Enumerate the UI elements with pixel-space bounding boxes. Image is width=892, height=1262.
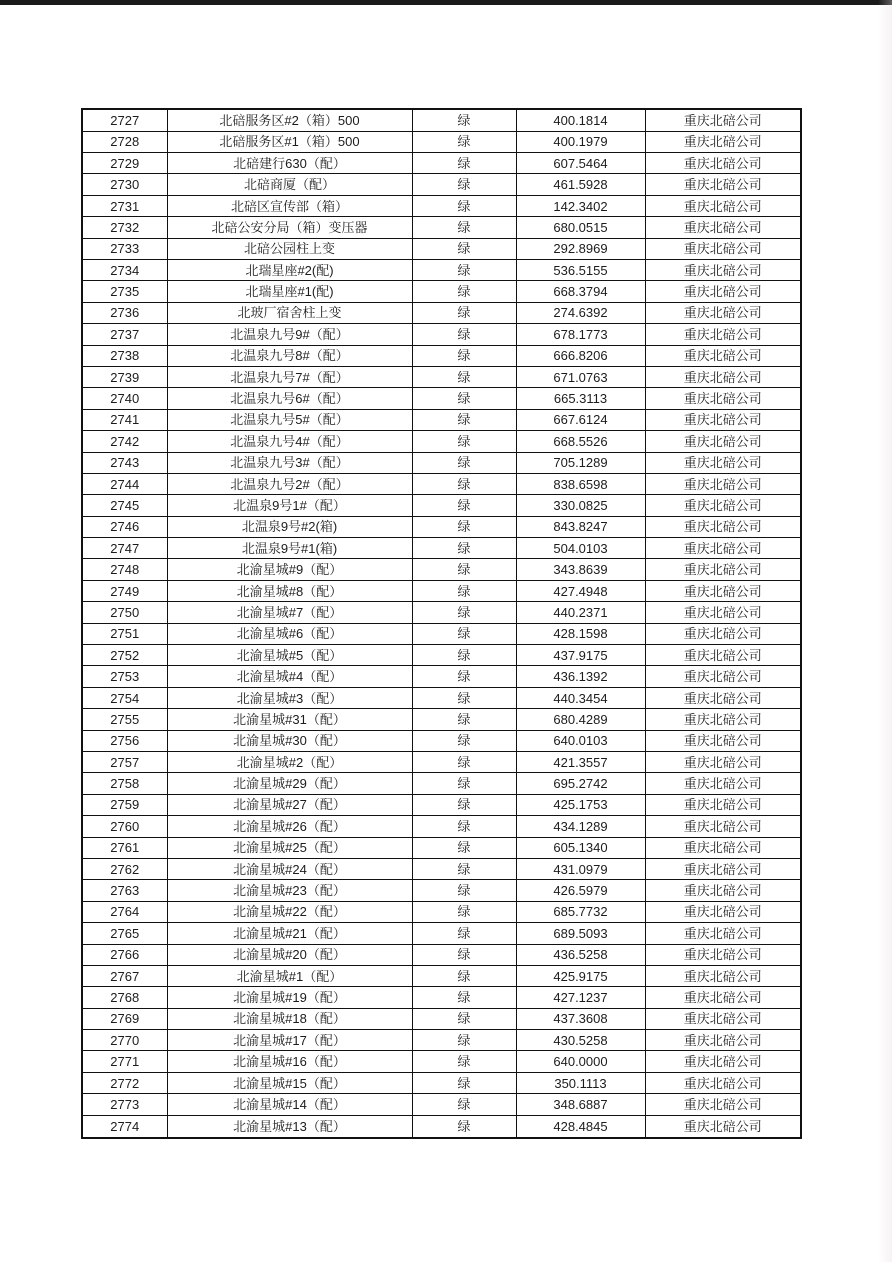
row-status-cell: 绿	[412, 238, 516, 259]
row-status-cell: 绿	[412, 1094, 516, 1115]
table-row	[82, 1072, 801, 1093]
row-id-cell: 2751	[82, 623, 167, 644]
row-value-cell: 440.2371	[516, 602, 645, 623]
row-company-cell: 重庆北碚公司	[645, 324, 801, 345]
row-value-cell: 400.1979	[516, 131, 645, 152]
row-id-cell: 2756	[82, 730, 167, 751]
row-status-cell: 绿	[412, 794, 516, 815]
row-name-cell: 北温泉9号1#（配）	[167, 495, 412, 516]
table-body	[82, 109, 801, 1138]
table-row	[82, 388, 801, 409]
row-id-cell: 2757	[82, 751, 167, 772]
table-row	[82, 602, 801, 623]
row-company-cell: 重庆北碚公司	[645, 816, 801, 837]
row-id-cell: 2730	[82, 174, 167, 195]
row-status-cell: 绿	[412, 195, 516, 216]
row-value-cell: 640.0103	[516, 730, 645, 751]
row-name-cell: 北渝星城#13（配）	[167, 1115, 412, 1138]
row-name-cell: 北碚建行630（配）	[167, 153, 412, 174]
row-status-cell: 绿	[412, 687, 516, 708]
row-company-cell: 重庆北碚公司	[645, 1008, 801, 1029]
row-id-cell: 2767	[82, 965, 167, 986]
table-row	[82, 666, 801, 687]
row-id-cell: 2761	[82, 837, 167, 858]
row-status-cell: 绿	[412, 987, 516, 1008]
row-status-cell: 绿	[412, 730, 516, 751]
row-name-cell: 北碚服务区#2（箱）500	[167, 109, 412, 131]
row-status-cell: 绿	[412, 645, 516, 666]
row-value-cell: 665.3113	[516, 388, 645, 409]
row-id-cell: 2769	[82, 1008, 167, 1029]
row-value-cell: 666.8206	[516, 345, 645, 366]
row-company-cell: 重庆北碚公司	[645, 131, 801, 152]
table-row	[82, 944, 801, 965]
row-name-cell: 北玻厂宿舍柱上变	[167, 302, 412, 323]
row-id-cell: 2772	[82, 1072, 167, 1093]
row-value-cell: 695.2742	[516, 773, 645, 794]
row-company-cell: 重庆北碚公司	[645, 1072, 801, 1093]
table-row	[82, 1030, 801, 1051]
row-value-cell: 430.5258	[516, 1030, 645, 1051]
table-row	[82, 324, 801, 345]
row-name-cell: 北碚公安分局（箱）变压器	[167, 217, 412, 238]
row-company-cell: 重庆北碚公司	[645, 580, 801, 601]
row-company-cell: 重庆北碚公司	[645, 516, 801, 537]
row-id-cell: 2737	[82, 324, 167, 345]
row-company-cell: 重庆北碚公司	[645, 666, 801, 687]
row-id-cell: 2728	[82, 131, 167, 152]
row-name-cell: 北温泉九号3#（配）	[167, 452, 412, 473]
row-id-cell: 2771	[82, 1051, 167, 1072]
row-id-cell: 2732	[82, 217, 167, 238]
row-id-cell: 2750	[82, 602, 167, 623]
row-id-cell: 2727	[82, 109, 167, 131]
row-id-cell: 2759	[82, 794, 167, 815]
row-id-cell: 2744	[82, 473, 167, 494]
row-value-cell: 705.1289	[516, 452, 645, 473]
row-id-cell: 2770	[82, 1030, 167, 1051]
table-row	[82, 516, 801, 537]
table-row	[82, 730, 801, 751]
row-value-cell: 434.1289	[516, 816, 645, 837]
row-company-cell: 重庆北碚公司	[645, 1115, 801, 1138]
row-status-cell: 绿	[412, 153, 516, 174]
table-row	[82, 1094, 801, 1115]
row-name-cell: 北温泉9号#2(箱)	[167, 516, 412, 537]
row-value-cell: 427.4948	[516, 580, 645, 601]
row-company-cell: 重庆北碚公司	[645, 559, 801, 580]
row-status-cell: 绿	[412, 1008, 516, 1029]
table-row	[82, 1008, 801, 1029]
row-name-cell: 北渝星城#21（配）	[167, 923, 412, 944]
row-id-cell: 2749	[82, 580, 167, 601]
row-name-cell: 北渝星城#16（配）	[167, 1051, 412, 1072]
row-company-cell: 重庆北碚公司	[645, 623, 801, 644]
row-status-cell: 绿	[412, 751, 516, 772]
row-value-cell: 680.4289	[516, 709, 645, 730]
row-name-cell: 北渝星城#19（配）	[167, 987, 412, 1008]
row-name-cell: 北渝星城#29（配）	[167, 773, 412, 794]
table-row	[82, 260, 801, 281]
row-name-cell: 北渝星城#18（配）	[167, 1008, 412, 1029]
row-status-cell: 绿	[412, 858, 516, 879]
row-company-cell: 重庆北碚公司	[645, 944, 801, 965]
row-status-cell: 绿	[412, 901, 516, 922]
row-id-cell: 2746	[82, 516, 167, 537]
table-row	[82, 623, 801, 644]
row-name-cell: 北渝星城#6（配）	[167, 623, 412, 644]
table-row	[82, 345, 801, 366]
row-status-cell: 绿	[412, 666, 516, 687]
table-row	[82, 559, 801, 580]
row-status-cell: 绿	[412, 174, 516, 195]
table-row	[82, 431, 801, 452]
table-row	[82, 709, 801, 730]
row-status-cell: 绿	[412, 538, 516, 559]
row-company-cell: 重庆北碚公司	[645, 730, 801, 751]
table-row	[82, 238, 801, 259]
row-name-cell: 北渝星城#2（配）	[167, 751, 412, 772]
row-id-cell: 2774	[82, 1115, 167, 1138]
table-row	[82, 751, 801, 772]
row-company-cell: 重庆北碚公司	[645, 238, 801, 259]
row-value-cell: 536.5155	[516, 260, 645, 281]
row-company-cell: 重庆北碚公司	[645, 473, 801, 494]
row-value-cell: 668.5526	[516, 431, 645, 452]
row-value-cell: 437.9175	[516, 645, 645, 666]
row-name-cell: 北渝星城#17（配）	[167, 1030, 412, 1051]
row-id-cell: 2739	[82, 366, 167, 387]
row-company-cell: 重庆北碚公司	[645, 174, 801, 195]
table-row	[82, 452, 801, 473]
row-name-cell: 北瑞星座#2(配)	[167, 260, 412, 281]
row-name-cell: 北渝星城#25（配）	[167, 837, 412, 858]
row-id-cell: 2760	[82, 816, 167, 837]
row-company-cell: 重庆北碚公司	[645, 345, 801, 366]
row-name-cell: 北温泉九号2#（配）	[167, 473, 412, 494]
row-name-cell: 北渝星城#22（配）	[167, 901, 412, 922]
table-row	[82, 923, 801, 944]
row-status-cell: 绿	[412, 260, 516, 281]
table-row	[82, 773, 801, 794]
table-row	[82, 837, 801, 858]
row-name-cell: 北渝星城#1（配）	[167, 965, 412, 986]
row-value-cell: 436.1392	[516, 666, 645, 687]
row-company-cell: 重庆北碚公司	[645, 302, 801, 323]
row-name-cell: 北碚服务区#1（箱）500	[167, 131, 412, 152]
row-value-cell: 685.7732	[516, 901, 645, 922]
table-row	[82, 281, 801, 302]
row-value-cell: 838.6598	[516, 473, 645, 494]
row-status-cell: 绿	[412, 880, 516, 901]
row-id-cell: 2753	[82, 666, 167, 687]
table-row	[82, 965, 801, 986]
row-value-cell: 667.6124	[516, 409, 645, 430]
table-row	[82, 987, 801, 1008]
row-company-cell: 重庆北碚公司	[645, 773, 801, 794]
row-id-cell: 2738	[82, 345, 167, 366]
row-value-cell: 671.0763	[516, 366, 645, 387]
row-company-cell: 重庆北碚公司	[645, 109, 801, 131]
row-id-cell: 2740	[82, 388, 167, 409]
row-status-cell: 绿	[412, 1072, 516, 1093]
table-row	[82, 1115, 801, 1138]
row-company-cell: 重庆北碚公司	[645, 366, 801, 387]
row-name-cell: 北碚区宣传部（箱）	[167, 195, 412, 216]
row-company-cell: 重庆北碚公司	[645, 965, 801, 986]
row-id-cell: 2766	[82, 944, 167, 965]
row-company-cell: 重庆北碚公司	[645, 195, 801, 216]
row-status-cell: 绿	[412, 302, 516, 323]
row-value-cell: 292.8969	[516, 238, 645, 259]
row-company-cell: 重庆北碚公司	[645, 1094, 801, 1115]
table-row	[82, 302, 801, 323]
row-name-cell: 北温泉九号4#（配）	[167, 431, 412, 452]
row-company-cell: 重庆北碚公司	[645, 388, 801, 409]
row-value-cell: 425.9175	[516, 965, 645, 986]
row-status-cell: 绿	[412, 109, 516, 131]
row-name-cell: 北温泉九号9#（配）	[167, 324, 412, 345]
row-value-cell: 274.6392	[516, 302, 645, 323]
row-status-cell: 绿	[412, 431, 516, 452]
row-status-cell: 绿	[412, 473, 516, 494]
table-row	[82, 816, 801, 837]
row-status-cell: 绿	[412, 345, 516, 366]
row-value-cell: 431.0979	[516, 858, 645, 879]
row-value-cell: 689.5093	[516, 923, 645, 944]
table-row	[82, 794, 801, 815]
row-company-cell: 重庆北碚公司	[645, 1051, 801, 1072]
table-row	[82, 538, 801, 559]
row-name-cell: 北温泉九号5#（配）	[167, 409, 412, 430]
row-name-cell: 北渝星城#7（配）	[167, 602, 412, 623]
row-value-cell: 461.5928	[516, 174, 645, 195]
equipment-table	[81, 108, 802, 1139]
row-id-cell: 2747	[82, 538, 167, 559]
row-company-cell: 重庆北碚公司	[645, 409, 801, 430]
row-name-cell: 北渝星城#3（配）	[167, 687, 412, 708]
row-company-cell: 重庆北碚公司	[645, 987, 801, 1008]
row-status-cell: 绿	[412, 965, 516, 986]
row-value-cell: 428.4845	[516, 1115, 645, 1138]
table-row	[82, 495, 801, 516]
row-value-cell: 421.3557	[516, 751, 645, 772]
row-value-cell: 350.1113	[516, 1072, 645, 1093]
row-status-cell: 绿	[412, 495, 516, 516]
row-status-cell: 绿	[412, 944, 516, 965]
row-id-cell: 2762	[82, 858, 167, 879]
row-name-cell: 北瑞星座#1(配)	[167, 281, 412, 302]
row-status-cell: 绿	[412, 602, 516, 623]
row-company-cell: 重庆北碚公司	[645, 751, 801, 772]
row-company-cell: 重庆北碚公司	[645, 709, 801, 730]
row-id-cell: 2729	[82, 153, 167, 174]
row-value-cell: 436.5258	[516, 944, 645, 965]
row-status-cell: 绿	[412, 131, 516, 152]
row-company-cell: 重庆北碚公司	[645, 923, 801, 944]
row-company-cell: 重庆北碚公司	[645, 602, 801, 623]
row-name-cell: 北渝星城#26（配）	[167, 816, 412, 837]
table-row	[82, 1051, 801, 1072]
row-name-cell: 北渝星城#31（配）	[167, 709, 412, 730]
row-name-cell: 北渝星城#24（配）	[167, 858, 412, 879]
row-name-cell: 北渝星城#5（配）	[167, 645, 412, 666]
row-value-cell: 343.8639	[516, 559, 645, 580]
row-id-cell: 2741	[82, 409, 167, 430]
table-row	[82, 473, 801, 494]
row-id-cell: 2743	[82, 452, 167, 473]
table-row	[82, 580, 801, 601]
table-row	[82, 366, 801, 387]
table-row	[82, 880, 801, 901]
row-value-cell: 607.5464	[516, 153, 645, 174]
row-name-cell: 北温泉九号6#（配）	[167, 388, 412, 409]
table-row	[82, 153, 801, 174]
row-status-cell: 绿	[412, 773, 516, 794]
row-id-cell: 2758	[82, 773, 167, 794]
row-status-cell: 绿	[412, 409, 516, 430]
row-value-cell: 142.3402	[516, 195, 645, 216]
row-value-cell: 640.0000	[516, 1051, 645, 1072]
row-name-cell: 北渝星城#20（配）	[167, 944, 412, 965]
row-company-cell: 重庆北碚公司	[645, 153, 801, 174]
row-company-cell: 重庆北碚公司	[645, 431, 801, 452]
row-id-cell: 2773	[82, 1094, 167, 1115]
row-id-cell: 2734	[82, 260, 167, 281]
row-status-cell: 绿	[412, 623, 516, 644]
row-status-cell: 绿	[412, 923, 516, 944]
row-company-cell: 重庆北碚公司	[645, 858, 801, 879]
row-value-cell: 400.1814	[516, 109, 645, 131]
table-row	[82, 858, 801, 879]
row-id-cell: 2736	[82, 302, 167, 323]
row-id-cell: 2755	[82, 709, 167, 730]
row-name-cell: 北渝星城#15（配）	[167, 1072, 412, 1093]
row-id-cell: 2745	[82, 495, 167, 516]
row-status-cell: 绿	[412, 281, 516, 302]
row-value-cell: 504.0103	[516, 538, 645, 559]
table-row	[82, 174, 801, 195]
row-id-cell: 2731	[82, 195, 167, 216]
row-name-cell: 北温泉九号7#（配）	[167, 366, 412, 387]
row-status-cell: 绿	[412, 580, 516, 601]
table-row	[82, 217, 801, 238]
row-status-cell: 绿	[412, 516, 516, 537]
row-value-cell: 437.3608	[516, 1008, 645, 1029]
row-value-cell: 440.3454	[516, 687, 645, 708]
row-company-cell: 重庆北碚公司	[645, 281, 801, 302]
row-name-cell: 北渝星城#27（配）	[167, 794, 412, 815]
row-status-cell: 绿	[412, 837, 516, 858]
row-status-cell: 绿	[412, 324, 516, 345]
row-company-cell: 重庆北碚公司	[645, 452, 801, 473]
row-status-cell: 绿	[412, 388, 516, 409]
row-value-cell: 428.1598	[516, 623, 645, 644]
row-company-cell: 重庆北碚公司	[645, 645, 801, 666]
row-name-cell: 北渝星城#14（配）	[167, 1094, 412, 1115]
row-id-cell: 2735	[82, 281, 167, 302]
row-id-cell: 2768	[82, 987, 167, 1008]
row-status-cell: 绿	[412, 816, 516, 837]
table-row	[82, 687, 801, 708]
row-company-cell: 重庆北碚公司	[645, 260, 801, 281]
row-name-cell: 北渝星城#30（配）	[167, 730, 412, 751]
row-value-cell: 668.3794	[516, 281, 645, 302]
row-status-cell: 绿	[412, 709, 516, 730]
row-status-cell: 绿	[412, 1051, 516, 1072]
row-value-cell: 427.1237	[516, 987, 645, 1008]
row-name-cell: 北碚公园柱上变	[167, 238, 412, 259]
table-row	[82, 645, 801, 666]
row-value-cell: 426.5979	[516, 880, 645, 901]
row-value-cell: 605.1340	[516, 837, 645, 858]
row-status-cell: 绿	[412, 559, 516, 580]
page-right-edge	[878, 0, 892, 1262]
row-value-cell: 425.1753	[516, 794, 645, 815]
row-name-cell: 北温泉九号8#（配）	[167, 345, 412, 366]
row-value-cell: 348.6887	[516, 1094, 645, 1115]
row-id-cell: 2748	[82, 559, 167, 580]
row-value-cell: 678.1773	[516, 324, 645, 345]
row-status-cell: 绿	[412, 366, 516, 387]
row-value-cell: 680.0515	[516, 217, 645, 238]
row-status-cell: 绿	[412, 452, 516, 473]
row-company-cell: 重庆北碚公司	[645, 687, 801, 708]
row-name-cell: 北温泉9号#1(箱)	[167, 538, 412, 559]
row-company-cell: 重庆北碚公司	[645, 217, 801, 238]
row-company-cell: 重庆北碚公司	[645, 495, 801, 516]
row-company-cell: 重庆北碚公司	[645, 880, 801, 901]
row-name-cell: 北渝星城#9（配）	[167, 559, 412, 580]
row-company-cell: 重庆北碚公司	[645, 538, 801, 559]
table-row	[82, 109, 801, 131]
row-id-cell: 2764	[82, 901, 167, 922]
row-status-cell: 绿	[412, 1115, 516, 1138]
row-id-cell: 2742	[82, 431, 167, 452]
row-id-cell: 2765	[82, 923, 167, 944]
row-id-cell: 2733	[82, 238, 167, 259]
row-id-cell: 2752	[82, 645, 167, 666]
row-name-cell: 北渝星城#23（配）	[167, 880, 412, 901]
page-top-edge	[0, 0, 892, 5]
row-company-cell: 重庆北碚公司	[645, 1030, 801, 1051]
row-name-cell: 北渝星城#4（配）	[167, 666, 412, 687]
row-company-cell: 重庆北碚公司	[645, 794, 801, 815]
table-row	[82, 409, 801, 430]
table-row	[82, 131, 801, 152]
row-name-cell: 北渝星城#8（配）	[167, 580, 412, 601]
row-company-cell: 重庆北碚公司	[645, 901, 801, 922]
row-value-cell: 330.0825	[516, 495, 645, 516]
row-name-cell: 北碚商厦（配）	[167, 174, 412, 195]
row-company-cell: 重庆北碚公司	[645, 837, 801, 858]
row-status-cell: 绿	[412, 1030, 516, 1051]
table-row	[82, 195, 801, 216]
row-status-cell: 绿	[412, 217, 516, 238]
row-value-cell: 843.8247	[516, 516, 645, 537]
row-id-cell: 2754	[82, 687, 167, 708]
row-id-cell: 2763	[82, 880, 167, 901]
table-row	[82, 901, 801, 922]
